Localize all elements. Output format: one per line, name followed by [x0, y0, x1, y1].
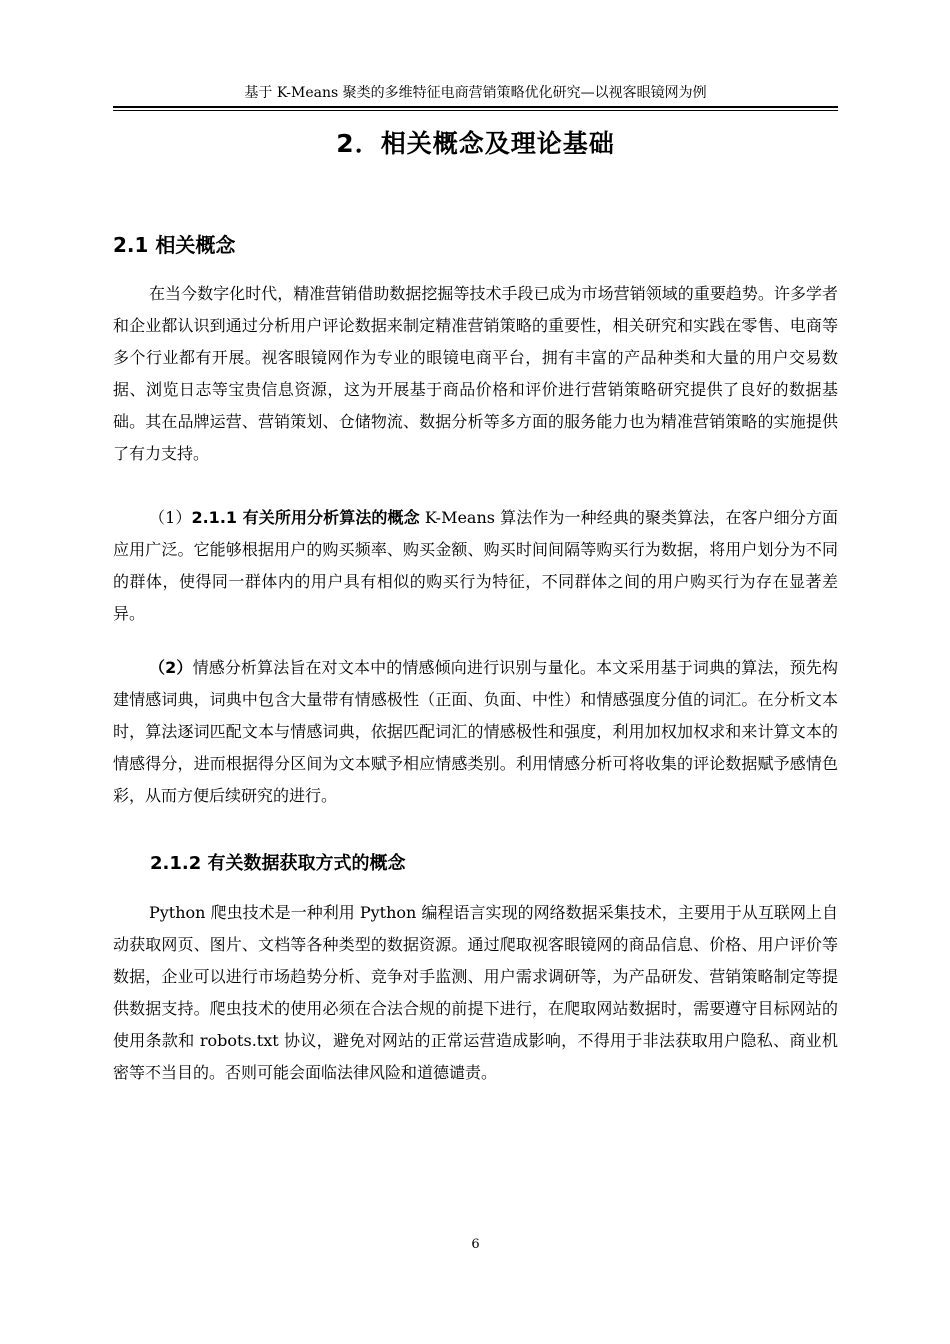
subsection-title: 2.1.2 有关数据获取方式的概念: [150, 853, 406, 874]
page-number: 6: [471, 1237, 480, 1252]
header-rule-thin: [113, 110, 838, 111]
paragraph-crawler: Python 爬虫技术是一种利用 Python 编程语言实现的网络数据采集技术，主要用于从互联网上自动获取网页、图片、文档等各种类型的数据资源。通过爬取视客眼镜网的商品信息、价格、用户评价等数据，企业可以进行市场趋势分析、竞争对手监测、用户需求调研等，为产品研发、营销策略制定等提供数据支持。爬虫技术的使用必须在合法合规的前提下进行，在爬取网站数据时，需要遵守目标网站的使用条款和 robots.txt 协议，避免对网站的正常运营造成影响，不得用于非法获取用户隐私、商业机密等不当目的。否则可能会面临法律风险和道德谴责。: [113, 903, 838, 1082]
paragraph-sentiment-prefix: （2）: [149, 658, 193, 677]
paragraph-kmeans-heading: 2.1.1 有关所用分析算法的概念: [191, 508, 420, 527]
header-rule-thick: [113, 106, 838, 108]
section-title: 2.1 相关概念: [113, 233, 236, 257]
chapter-title: 2．相关概念及理论基础: [336, 129, 615, 158]
paragraph-kmeans-prefix: （1）: [149, 508, 192, 527]
paragraph-kmeans-text: K-Means 算法作为一种经典的聚类算法，在客户细分方面应用广泛。它能够根据用户的购买频率、购买金额、购买时间间隔等购买行为数据，将用户划分为不同的群体，使得同一群体内的用户具有相似的购买行为特征，不同群体之间的用户购买行为存在显著差异。: [113, 508, 838, 623]
paragraph-intro: 在当今数字化时代，精准营销借助数据挖掘等技术手段已成为市场营销领域的重要趋势。许多学者和企业都认识到通过分析用户评论数据来制定精准营销策略的重要性，相关研究和实践在零售、电商等多个行业都有开展。视客眼镜网作为专业的眼镜电商平台，拥有丰富的产品种类和大量的用户交易数据、浏览日志等宝贵信息资源，这为开展基于商品价格和评价进行营销策略研究提供了良好的数据基础。其在品牌运营、营销策划、仓储物流、数据分析等多方面的服务能力也为精准营销策略的实施提供了有力支持。: [113, 284, 838, 463]
running-header: 基于 K-Means 聚类的多维特征电商营销策略优化研究—以视客眼镜网为例: [244, 85, 707, 101]
paragraph-sentiment-text: 情感分析算法旨在对文本中的情感倾向进行识别与量化。本文采用基于词典的算法，预先构建情感词典，词典中包含大量带有情感极性（正面、负面、中性）和情感强度分值的词汇。在分析文本时，算法逐词匹配文本与情感词典，依据匹配词汇的情感极性和强度，利用加权加权求和来计算文本的情感得分，进而根据得分区间为文本赋予相应情感类别。利用情感分析可将收集的评论数据赋予感情色彩，从而方便后续研究的进行。: [113, 658, 838, 805]
paragraph-sentiment: [113, 652, 838, 812]
paragraph-kmeans: [113, 502, 838, 630]
